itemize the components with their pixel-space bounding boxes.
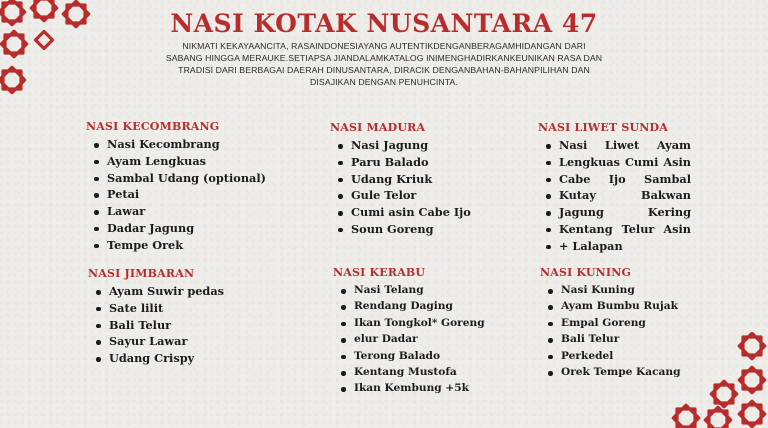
list-item — [538, 221, 691, 238]
list-item: Nasi Jagung — [330, 137, 471, 154]
list-item: Bali Telur — [540, 331, 681, 347]
item-word: Liwet — [604, 138, 640, 152]
item-word: Jagung — [559, 205, 604, 220]
item-word: Kutay — [559, 188, 596, 203]
list-item: Sayur Lawar — [88, 333, 224, 350]
list-item: Ikan Kembung +5k — [333, 380, 485, 396]
list-item: Rendang Daging — [333, 298, 485, 314]
list-item — [538, 238, 691, 255]
list-item: Kentang Mustofa — [333, 364, 485, 380]
list-item: Ikan Tongkol* Goreng — [333, 315, 485, 331]
list-item: Sate lilit — [88, 300, 224, 317]
intro-line: TRADISI DARI BERBAGAI DAERAH DINUSANTARA, DIRACIK DENGANBAHAN-BAHANPILIHAN DAN — [178, 65, 590, 75]
list-item — [538, 137, 691, 154]
item-word: Kering — [647, 205, 691, 220]
menu-nasi-kuning — [540, 266, 681, 380]
list-item: Gule Telor — [330, 187, 471, 204]
menu-nasi-madura — [330, 121, 471, 238]
menu-title: NASI JIMBARAN — [88, 267, 195, 280]
menu-title: NASI KERABU — [333, 266, 426, 279]
item-word: + Lalapan — [559, 238, 623, 253]
list-item: Orek Tempe Kacang — [540, 364, 681, 380]
item-word: Lengkuas — [559, 154, 620, 169]
list-item — [538, 204, 691, 221]
menu-nasi-kecombrang — [86, 120, 266, 254]
list-item — [538, 187, 691, 204]
list-item: Dadar Jagung — [86, 220, 266, 237]
list-item: Udang Kriuk — [330, 171, 471, 188]
list-item: Ayam Bumbu Rujak — [540, 298, 681, 314]
menu-nasi-liwet-sunda — [538, 121, 691, 255]
item-word: Bakwan — [641, 188, 691, 203]
item-word: Cumi — [624, 154, 659, 169]
list-item: Petai — [86, 186, 266, 203]
list-item: Cumi asin Cabe Ijo — [330, 204, 471, 221]
item-word: Telur — [621, 221, 655, 236]
item-word: Ijo — [608, 171, 626, 186]
menu-title: NASI KUNING — [540, 266, 632, 279]
list-item — [538, 154, 691, 171]
list-item: Empal Goreng — [540, 315, 681, 331]
intro-line: SABANG HINGGA MERAUKE.SETIAPSA JIANDALAMKATALOG INIMENGHADIRKANKEUNIKAN RASA DAN — [165, 53, 603, 63]
list-item: Perkedel — [540, 348, 681, 364]
list-item: Nasi Kuning — [540, 282, 681, 298]
list-item: Soun Goreng — [330, 221, 471, 238]
item-word: Cabe — [559, 171, 591, 186]
item-word: Nasi — [559, 138, 588, 152]
list-item: Sambal Udang (optional) — [86, 170, 266, 187]
list-item: elur Dadar — [333, 331, 485, 347]
item-word: Asin — [663, 154, 691, 169]
intro-text — [160, 40, 608, 88]
item-word: Kentang — [559, 221, 613, 236]
menu-title: NASI MADURA — [330, 121, 426, 134]
intro-line: DISAJIKAN DENGAN PENUHCINTA. — [310, 77, 458, 87]
list-item: Ayam Suwir pedas — [88, 283, 224, 300]
corner-ornament-bottom-right — [668, 332, 768, 428]
item-word: Ayam — [656, 138, 691, 152]
list-item: Lawar — [86, 203, 266, 220]
menu-title: NASI KECOMBRANG — [86, 120, 220, 133]
list-item — [538, 171, 691, 188]
list-item: Paru Balado — [330, 154, 471, 171]
list-item: Udang Crispy — [88, 350, 224, 367]
list-item: Tempe Orek — [86, 237, 266, 254]
item-word: Sambal — [644, 171, 691, 186]
list-item: Ayam Lengkuas — [86, 153, 266, 170]
menu-nasi-kerabu — [333, 266, 485, 397]
list-item: Nasi Kecombrang — [86, 136, 266, 153]
intro-line: NIKMATI KEKAYAANCITA, RASAINDONESIAYANG AUTENTIKDENGANBERAGAMHIDANGAN DARI — [182, 41, 586, 51]
list-item: Nasi Telang — [333, 282, 485, 298]
menu-nasi-jimbaran — [88, 267, 224, 367]
list-item: Bali Telur — [88, 317, 224, 334]
list-item: Terong Balado — [333, 348, 485, 364]
page-title: NASI KOTAK NUSANTARA 47 — [170, 9, 598, 38]
item-word: Asin — [663, 221, 691, 236]
menu-title: NASI LIWET SUNDA — [538, 121, 669, 134]
